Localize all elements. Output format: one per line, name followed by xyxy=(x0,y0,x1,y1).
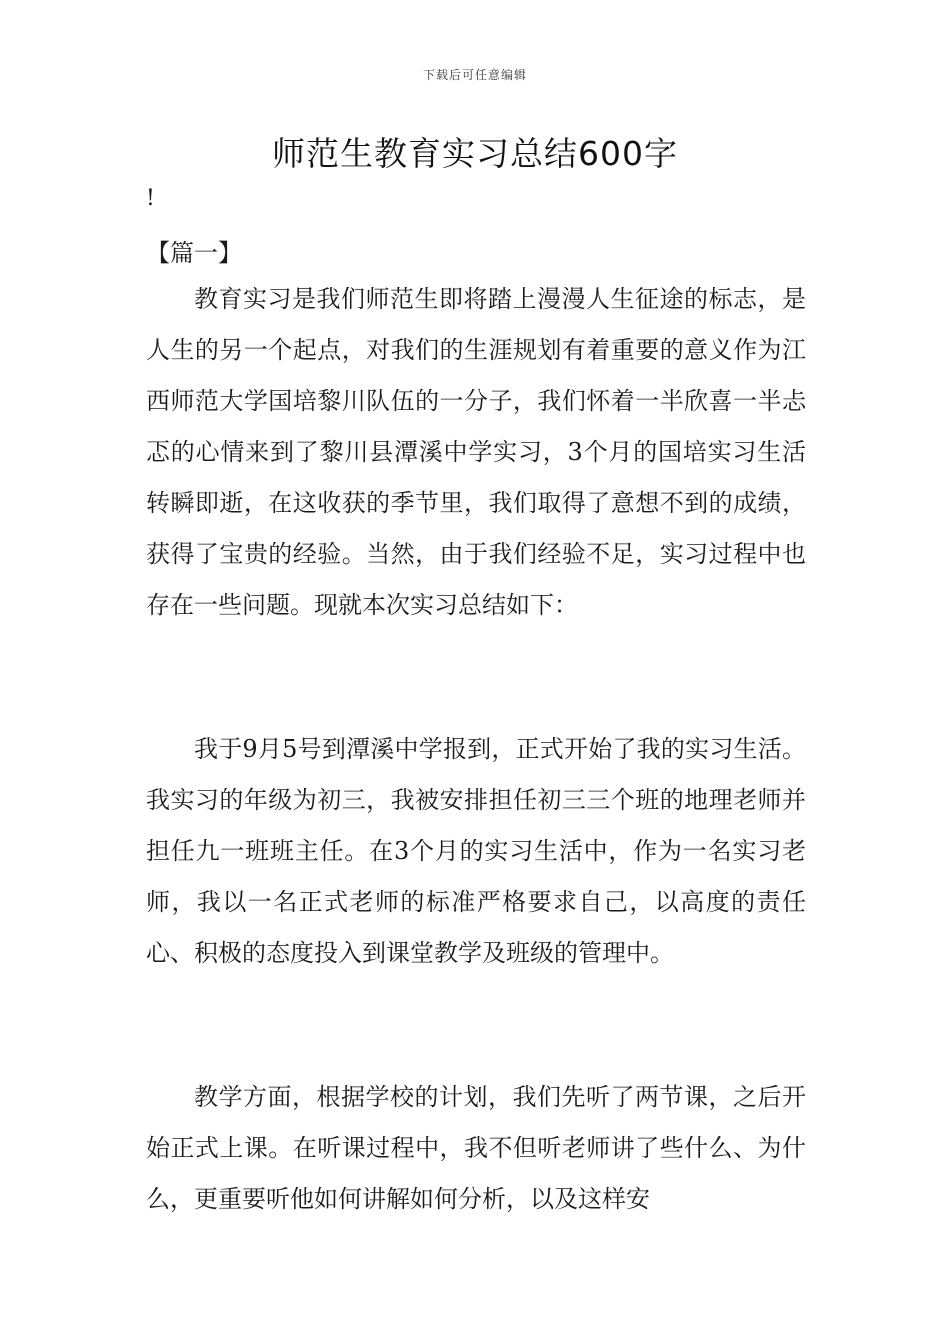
paragraph-3: 教学方面，根据学校的计划，我们先听了两节课，之后开始正式上课。在听课过程中，我不但听老师讲了些什么、为什么，更重要听他如何讲解如何分析，以及这样安 xyxy=(146,1083,806,1213)
paragraph-2: 我于9月5号到潭溪中学报到，正式开始了我的实习生活。我实习的年级为初三，我被安排担任初三三个班的地理老师并担任九一班班主任。在3个月的实习生活中，作为一名实习老师，我以一名正式老师的标准严格要求自己，以高度的责任心、积极的态度投入到课堂教学及班级的管理中。 xyxy=(146,735,806,967)
section-label: 【篇一】 xyxy=(146,239,242,267)
exclamation-mark: ! xyxy=(146,186,155,211)
paragraph-1: 教育实习是我们师范生即将踏上漫漫人生征途的标志，是人生的另一个起点，对我们的生涯规划有着重要的意义作为江西师范大学国培黎川队伍的一分子，我们怀着一半欣喜一半忐忑的心情来到了黎川县潭溪中学实习，3个月的国培实习生活转瞬即逝，在这收获的季节里，我们取得了意想不到的成绩，获得了宝贵的经验。当然，由于我们经验不足，实习过程中也存在一些问题。现就本次实习总结如下： xyxy=(146,285,806,619)
page-title: 师范生教育实习总结600字 xyxy=(272,134,678,173)
header-note: 下载后可任意编辑 xyxy=(422,68,527,82)
